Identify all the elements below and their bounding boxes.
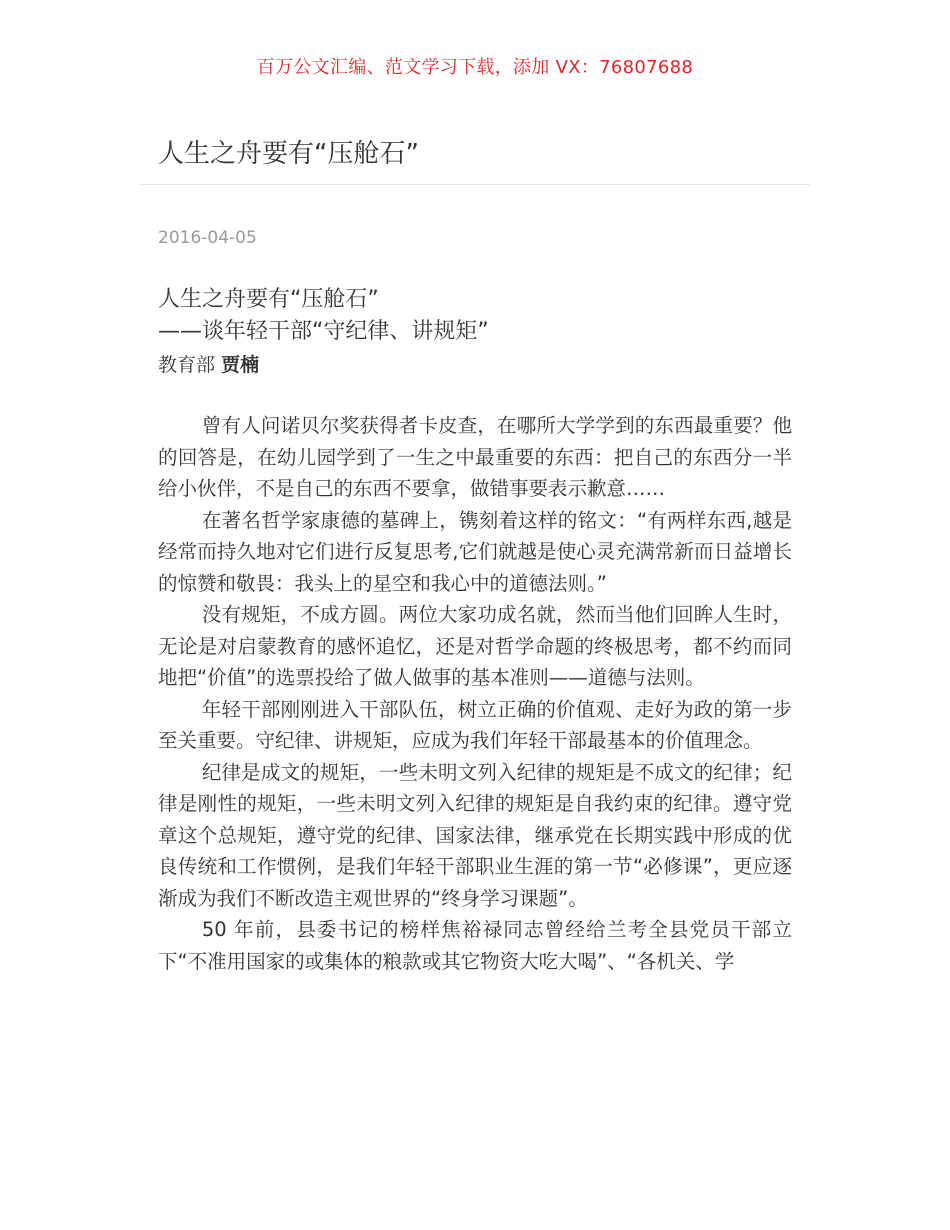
article-paragraph: 没有规矩，不成方圆。两位大家功成名就，然而当他们回眸人生时，无论是对启蒙教育的感怀追忆，还是对哲学命题的终极思考，都不约而同地把“价值”的选票投给了做人做事的基本准则——道德与法则。: [158, 603, 792, 689]
article-paragraph: 50 年前，县委书记的榜样焦裕禄同志曾经给兰考全县党员干部立下“不准用国家的或集体的粮款或其它物资大吃大喝”、“各机关、学: [158, 918, 792, 973]
article-paragraph: 年轻干部刚刚进入干部队伍，树立正确的价值观、走好为政的第一步至关重要。守纪律、讲规矩，应成为我们年轻干部最基本的价值理念。: [158, 697, 792, 752]
article-header: [158, 284, 798, 381]
byline-author: 贾楠: [221, 354, 260, 376]
publish-date: 2016-04-05: [158, 228, 257, 248]
article-paragraph: 在著名哲学家康德的墓碑上，镌刻着这样的铭文：“有两样东西,越是经常而持久地对它们进行反复思考,它们就越是使心灵充满常新而日益增长的惊赞和敬畏：我头上的星空和我心中的道德法则。”: [158, 508, 792, 595]
article-body: [158, 410, 792, 977]
article-paragraph: 曾有人问诺贝尔奖获得者卡皮查，在哪所大学学到的东西最重要？他的回答是，在幼儿园学到了一生之中最重要的东西：把自己的东西分一半给小伙伴，不是自己的东西不要拿，做错事要表示歉意……: [158, 414, 792, 500]
article-paragraph: 纪律是成文的规矩，一些未明文列入纪律的规矩是不成文的纪律；纪律是刚性的规矩，一些未明文列入纪律的规矩是自我约束的纪律。遵守党章这个总规矩，遵守党的纪律、国家法律，继承党在长期实践中形成的优良传统和工作惯例，是我们年轻干部职业生涯的第一节“必修课”，更应逐渐成为我们不断改造主观世界的“终身学习课题”。: [158, 760, 792, 910]
article-headline: 人生之舟要有“压舱石”: [158, 287, 379, 312]
page-title: 人生之舟要有“压舱石”: [158, 139, 419, 169]
title-divider: [140, 184, 810, 185]
article-byline: [158, 349, 798, 381]
article-subheadline: ——谈年轻干部“守纪律、讲规矩”: [158, 319, 489, 344]
promo-banner: 百万公文汇编、范文学习下载，添加 VX：76807688: [256, 57, 694, 78]
byline-department: 教育部: [158, 354, 216, 376]
